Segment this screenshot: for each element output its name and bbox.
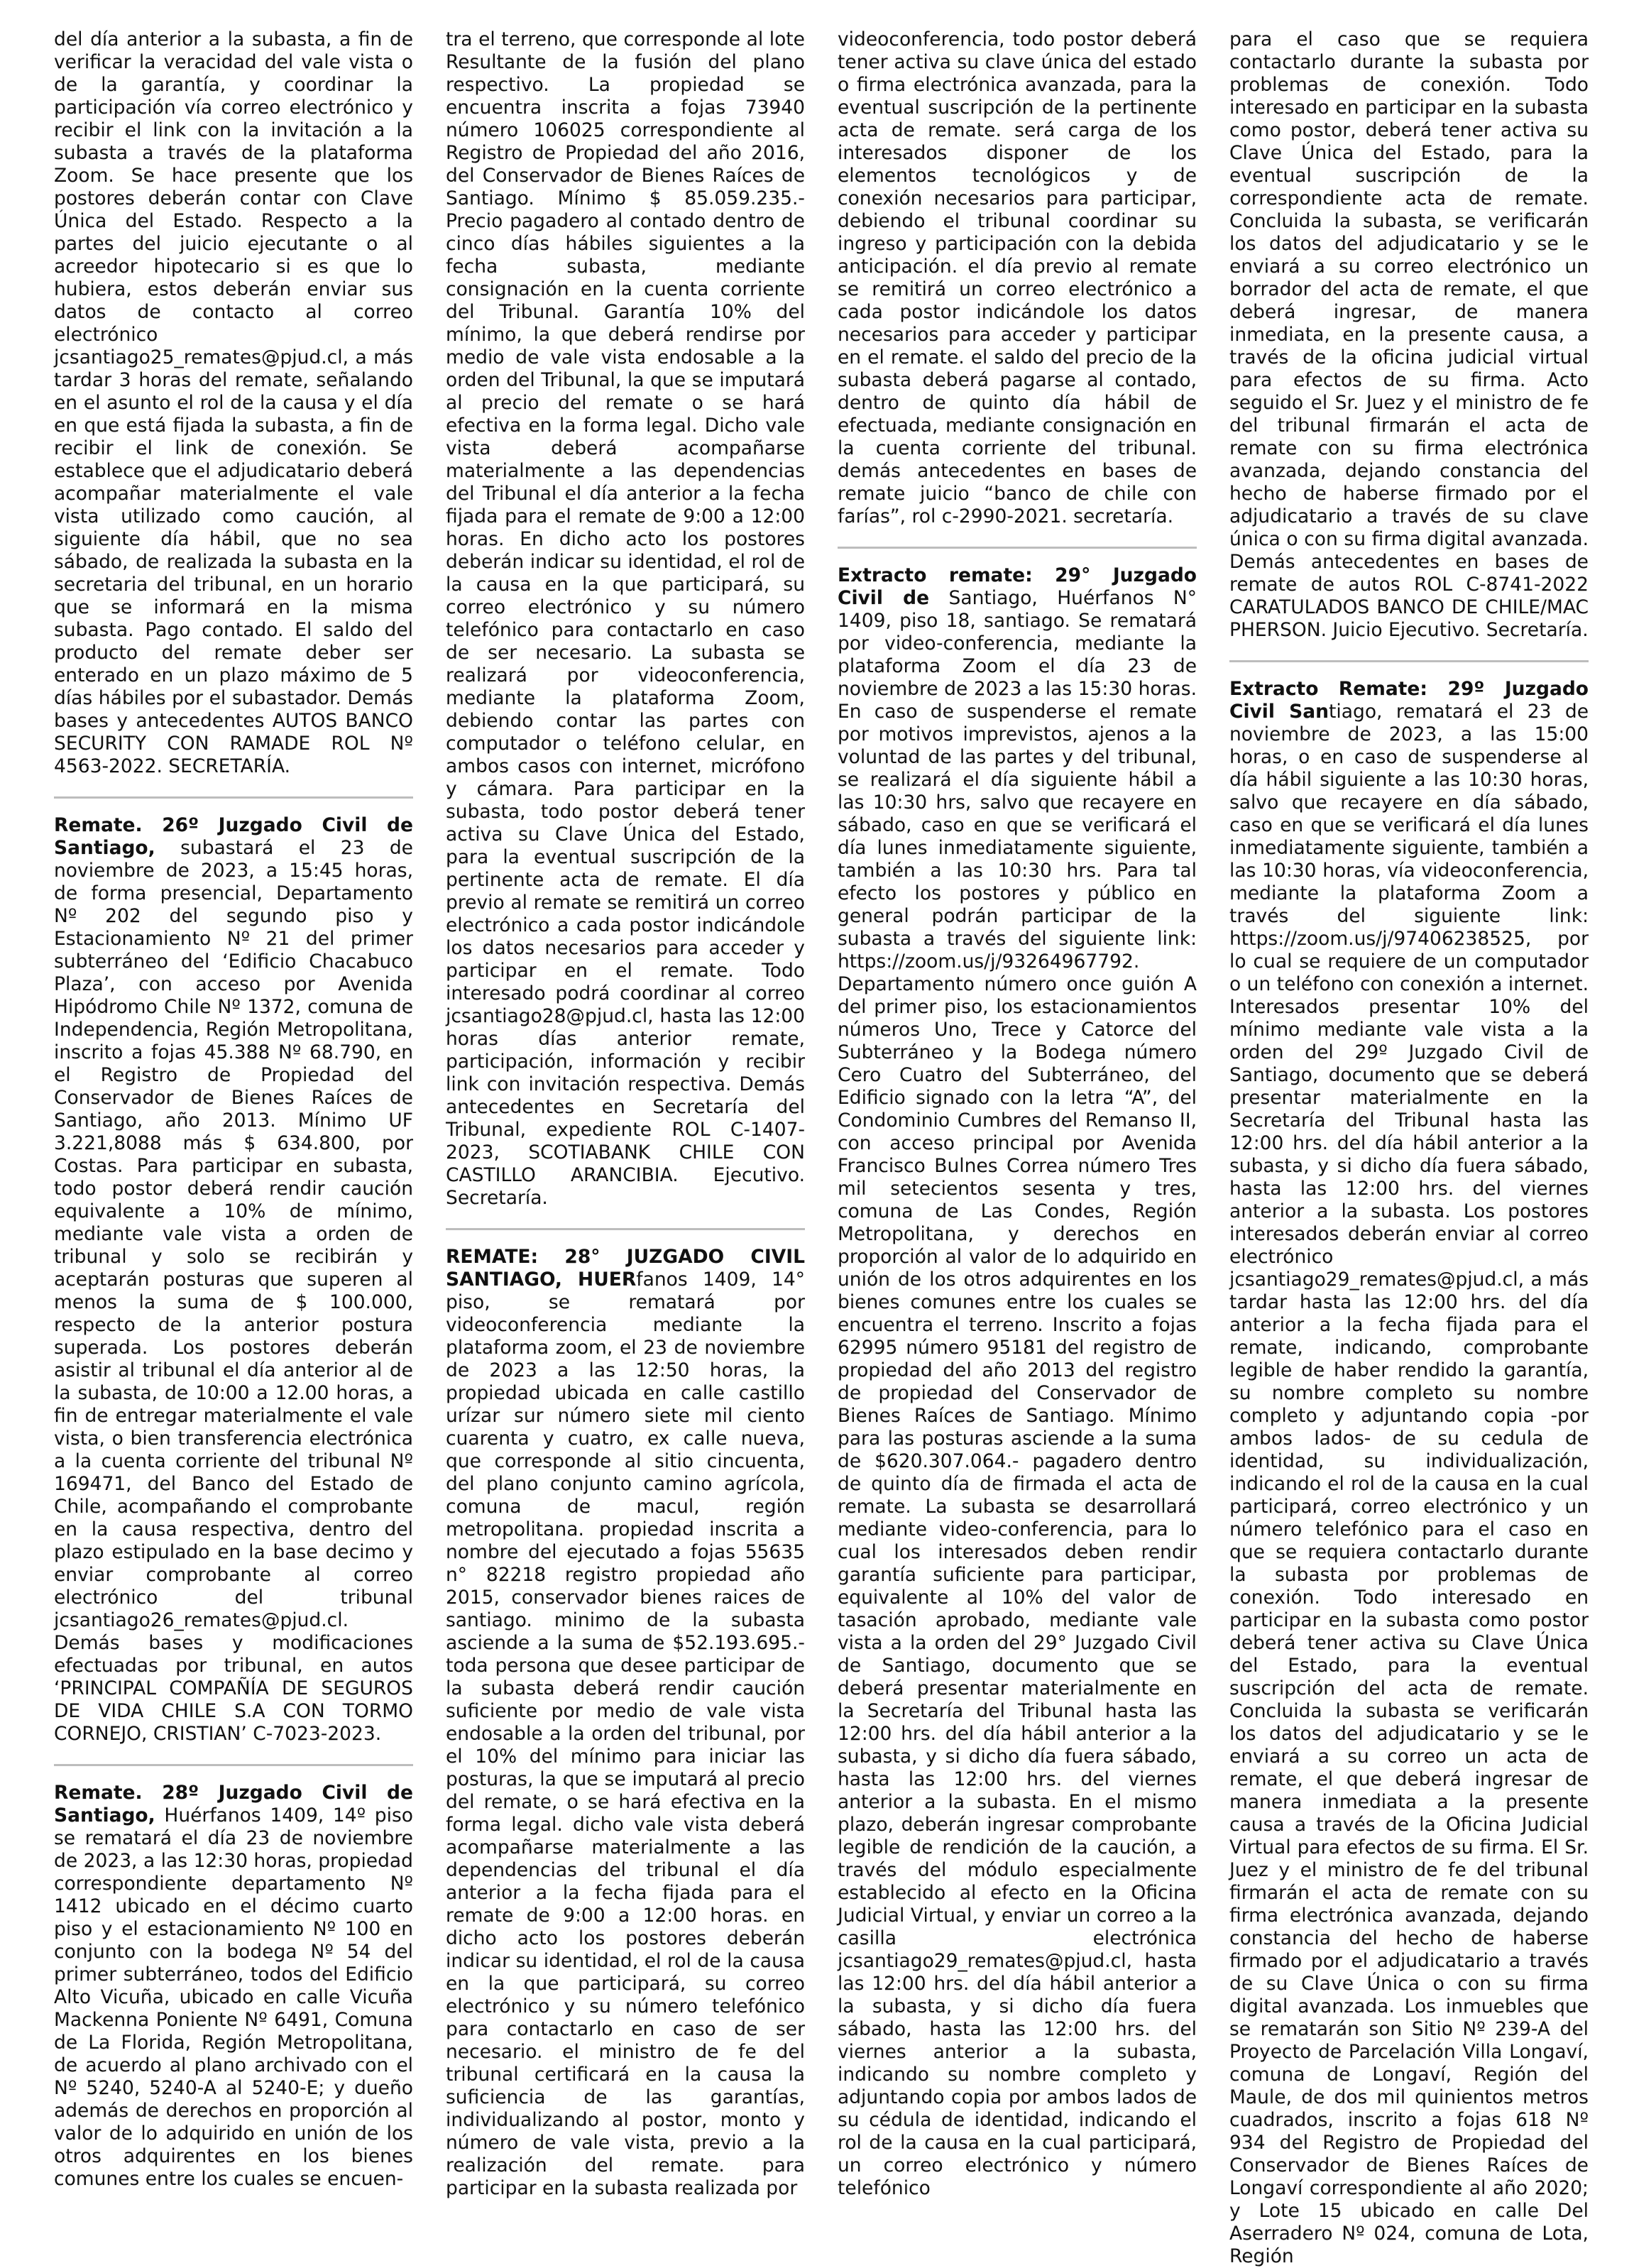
notice-extracto-remate-29-juzgado-civil: [1229, 678, 1589, 2268]
notice-body: subastará el 23 de noviembre de 2023, a 15:45 horas, de forma presencial, Departamento Nº 202 del segundo piso y Estacionamiento Nº 21 del primer subterráneo del ‘Edificio Chacabuco Plaza’, con acceso por Avenida Hipódromo Chile Nº 1372, comuna de Independencia, Región Metropolitana, inscrito a fojas 45.388 Nº 68.790, en el Registro de Propiedad del Conservador de Bienes Raíces de Santiago, año 2013. Mínimo UF 3.221,8088 más $ 634.800, por Costas. Para participar en subasta, todo postor deberá rendir caución equivalente a 10% de mínimo, mediante vale vista a orden de tribunal y solo se recibirán y aceptarán posturas que superen al menos la suma de $ 100.000, respecto de la anterior postura superada. Los postores deberán asistir al tribunal el día anterior al de la subasta, de 10:00 a 12.00 horas, a fin de entregar materialmente el vale vista, o bien transferencia electrónica a la cuenta corriente del tribunal Nº 169471, del Banco del Estado de Chile, acompañando el comprobante en la causa respectiva, dentro del plazo estipulado en la base decimo y enviar comprobante al correo electrónico del tribunal jcsantiago26_remates@pjud.cl. Demás bases y modificaciones efectuadas por tribunal, en autos ‘PRINCIPAL COMPAÑÍA DE SEGUROS DE VIDA CHILE S.A CON TORMO CORNEJO, CRISTIAN’ C-7023-2023.: [54, 837, 413, 1745]
notice-remate-26-juzgado: [54, 814, 413, 1746]
notice-heading: REMATE: 28° JUZGADO CIVIL SANTIAGO, HUER: [446, 1246, 805, 1291]
notice-body: fanos 1409, 14° piso, se rematará por videoconferencia mediante la plataforma zoom, el 23 de noviembre de 2023 a las 12:50 horas, la propiedad ubicada en calle castillo urízar sur número siete mil ciento cuarenta y cuatro, ex calle nueva, que corresponde al sitio cincuenta, del plano conjunto camino agrícola, comuna de macul, región metropolitana. propiedad inscrita a nombre del ejecutado a fojas 55635 n° 82218 registro propiedad año 2015, conservador bienes raices de santiago. minimo de la subasta asciende a la suma de $52.193.695.- toda persona que desee participar de la subasta deberá rendir caución suficiente por medio de vale vista endosable a la orden del tribunal, por el 10% del mínimo para iniciar las posturas, la que se imputará al precio del remate, o se hará efectiva en la forma legal. dicho vale vista deberá acompañarse materialmente a las dependencias del tribunal el día anterior a la fecha fijada para el remate de 9:00 a 12:00 horas. en dicho acto los postores deberán indicar su identidad, el rol de la causa en la que participará, su correo electrónico y su número telefónico para contactarlo en caso de ser necesario. el ministro de fe del tribunal certificará en la causa la suficiencia de las garantías, individualizando al postor, monto y número de vale vista, previo a la realización del remate. para participar en la subasta realizada por: [446, 1269, 805, 2199]
notice-divider: [1229, 660, 1589, 662]
notice-continuation: del día anterior a la subasta, a fin de verificar la veracidad del vale vista o de la garantía, y coordinar la participación vía correo electrónico y recibir el link con la invitación a la subasta a través de la plataforma Zoom. Se hace presente que los postores deberán contar con Clave Única del Estado. Respecto a la partes del juicio ejecutante o al acreedor hipotecario si es que lo hubiera, estos deberán enviar sus datos de contacto al correo electrónico jcsantiago25_remates@pjud.cl, a más tardar 3 horas del remate, señalando en el asunto el rol de la causa y el día en que está fijada la subasta, a fin de recibir el link de conexión. Se establece que el adjudicatario deberá acompañar materialmente el vale vista utilizado como caución, al siguiente día hábil, que no sea sábado, de realizada la subasta en la secretaria del tribunal, en un horario que se informará en la misma subasta. Pago contado. El saldo del producto del remate deber ser enterado en un plazo máximo de 5 días hábiles por el subastador. Demás bases y antecedentes AUTOS BANCO SECURITY CON RAMADE ROL Nº 4563-2022. SECRETARÍA.: [54, 28, 413, 777]
notice-continuation: tra el terreno, que corresponde al lote Resultante de la fusión del plano respectivo. La propiedad se encuentra inscrita a fojas 73940 número 106025 correspondiente al Registro de Propiedad del año 2016, del Conservador de Bienes Raíces de Santiago. Mínimo $ 85.059.235.- Precio pagadero al contado dentro de cinco días hábiles siguientes a la fecha subasta, mediante consignación en la cuenta corriente del Tribunal. Garantía 10% del mínimo, la que deberá rendirse por medio de vale vista endosable a la orden del Tribunal, la que se imputará al precio del remate o se hará efectiva en la forma legal. Dicho vale vista deberá acompañarse materialmente a las dependencias del Tribunal el día anterior a la fecha fijada para el remate de 9:00 a 12:00 horas. En dicho acto los postores deberán indicar su identidad, el rol de la causa en la que participará, su correo electrónico y su número telefónico para contactarlo en caso de ser necesario. La subasta se realizará por videoconferencia, mediante la plataforma Zoom, debiendo contar las partes con computador o teléfono celular, en ambos casos con internet, micrófono y cámara. Para participar en la subasta, todo postor deberá tener activa su Clave Única del Estado, para la eventual suscripción de la pertinente acta de remate. El día previo al remate se remitirá un correo electrónico a cada postor indicándole los datos necesarios para acceder y participar en el remate. Todo interesado podrá coordinar al correo jcsantiago28@pjud.cl, hasta las 12:00 horas días anterior remate, participación, información y recibir link con invitación respectiva. Demás antecedentes en Secretaría del Tribunal, expediente ROL C-1407-2023, SCOTIABANK CHILE CON CASTILLO ARANCIBIA. Ejecutivo. Secretaría.: [446, 28, 805, 1209]
notice-extracto-remate-29-juzgado: [838, 564, 1197, 2200]
notice-divider: [54, 796, 413, 799]
notice-heading: Remate. 26º Juzgado Civil de Santiago,: [54, 814, 413, 859]
notice-remate-28-juzgado: [54, 1782, 413, 2191]
notice-body: Santiago, Huérfanos N° 1409, piso 18, santiago. Se rematará por video-conferencia, mediante la plataforma Zoom el día 23 de noviembre de 2023 a las 15:30 horas. En caso de suspenderse el remate por motivos imprevistos, ajenos a la voluntad de las partes y del tribunal, se realizará el día siguiente hábil a las 10:30 hrs, salvo que recayere en sábado, caso en que se verificará el día lunes inmediatamente siguiente, también a las 10:30 hrs. Para tal efecto los postores y público en general podrán participar de la subasta a través del siguiente link: https://zoom.us/j/93264967792. Departamento número once guión A del primer piso, los estacionamientos números Uno, Trece y Catorce del Subterráneo y la Bodega número Cero Cuatro del Subterráneo, del Edificio signado con la letra “A”, del Condominio Cumbres del Remanso II, con acceso principal por Avenida Francisco Bulnes Correa número Tres mil setecientos sesenta y tres, comuna de Las Condes, Región Metropolitana, y derechos en proporción al valor de lo adquirido en unión de los otros adquirentes en los bienes comunes entre los cuales se encuentra el terreno. Inscrito a fojas 62995 número 95181 del registro de propiedad del año 2013 del registro de propiedad del Conservador de Bienes Raíces de Santiago. Mínimo para las posturas asciende a la suma de $620.307.064.- pagadero dentro de quinto día de firmada el acta de remate. La subasta se desarrollará mediante video-conferencia, para lo cual los interesados deben rendir garantía suficiente para participar, equivalente al 10% del valor de tasación aprobado, mediante vale vista a la orden del 29° Juzgado Civil de Santiago, documento que se deberá presentar materialmente en la Secretaría del Tribunal hasta las 12:00 hrs. del día hábil anterior a la subasta, y si dicho día fuera sábado, hasta las 12:00 hrs. del viernes anterior a la subasta. En el mismo plazo, deberán ingresar comprobante legible de rendición de la caución, a través del módulo especialmente establecido al efecto en la Oficina Judicial Virtual, y enviar un correo a la casilla electrónica jcsantiago29_remates@pjud.cl, hasta las 12:00 hrs. del día hábil anterior a la subasta, y si dicho día fuera sábado, hasta las 12:00 hrs. del viernes anterior a la subasta, indicando su nombre completo y adjuntando copia por ambos lados de su cédula de identidad, indicando el rol de la causa en la cual participará, un correo electrónico y número telefónico: [838, 587, 1197, 2199]
notice-divider: [446, 1228, 805, 1230]
column-2: [446, 28, 805, 2199]
notice-remate-28-juzgado-civil-santiago: [446, 1246, 805, 2200]
column-3: [838, 28, 1197, 2199]
notice-body: tiago, rematará el 23 de noviembre de 2023, a las 15:00 horas, o en caso de suspenderse al día hábil siguiente a las 10:30 horas, salvo que recayere en día sábado, caso en que se verificará el día lunes inmediatamente siguiente, también a las 10:30 horas, vía videoconferencia, mediante la plataforma Zoom a través del siguiente link: https://zoom.us/j/97406238525, por lo cual se requiere de un computador o un teléfono con conexión a internet. Interesados presentar 10% del mínimo mediante vale vista a la orden del 29º Juzgado Civil de Santiago, documento que se deberá presentar materialmente en la Secretaría del Tribunal hasta las 12:00 hrs. del día hábil anterior a la subasta, y si dicho día fuera sábado, hasta las 12:00 hrs. del viernes anterior a la subasta. Los postores interesados deberán enviar al correo electrónico jcsantiago29_remates@pjud.cl, a más tardar hasta las 12:00 hrs. del día anterior a la fecha fijada para el remate, indicando, comprobante legible de haber rendido la garantía, su nombre completo su nombre completo y adjuntando copia -por ambos lados- de su cedula de identidad, su individualización, indicando el rol de la causa en la cual participará, correo electrónico y un número telefónico para el caso en que se requiera contactarlo durante la subasta por problemas de conexión. Todo interesado en participar en la subasta como postor deberá tener activa su Clave Única del Estado, para la eventual suscripción del acta de remate. Concluida la subasta se verificarán los datos del adjudicatario y se le enviará a su correo un acta de remate, el que deberá ingresar de manera inmediata a la presente causa a través de la Oficina Judicial Virtual para efectos de su firma. El Sr. Juez y el ministro de fe del tribunal firmarán el acta de remate con su firma electrónica avanzada, dejando constancia del hecho de haberse firmado por el adjudicatario a través de su Clave Única o con su firma digital avanzada. Los inmuebles que se rematarán son Sitio Nº 239-A del Proyecto de Parcelación Villa Longaví, comuna de Longaví, Región del Maule, de dos mil quinientos metros cuadrados, inscrito a fojas 618 Nº 934 del Registro de Propiedad del Conservador de Bienes Raíces de Longaví correspondiente al año 2020; y Lote 15 ubicado en calle Del Aserradero Nº 024, comuna de Lota, Región: [1229, 701, 1589, 2267]
notice-heading: Extracto remate: 29° Juzgado Civil de: [838, 564, 1197, 609]
column-4: [1229, 28, 1589, 2267]
column-1: [54, 28, 413, 2190]
notice-heading: Extracto Remate: 29º Juzgado Civil San: [1229, 678, 1589, 723]
notice-heading: Remate. 28º Juzgado Civil de Santiago,: [54, 1782, 413, 1826]
notice-continuation: videoconferencia, todo postor deberá tener activa su clave única del estado o firma electrónica avanzada, para la eventual suscripción de la pertinente acta de remate. será carga de los interesados disponer de los elementos tecnológicos y de conexión necesarios para participar, debiendo el tribunal coordinar su ingreso y participación con la debida anticipación. el día previo al remate se remitirá un correo electrónico a cada postor indicándole los datos necesarios para acceder y participar en el remate. el saldo del precio de la subasta deberá pagarse al contado, dentro de quinto día hábil de efectuada, mediante consignación en la cuenta corriente del tribunal. demás antecedentes en bases de remate juicio “banco de chile con farías”, rol c-2990-2021. secretaría.: [838, 28, 1197, 527]
notice-divider: [838, 547, 1197, 549]
notice-body: Huérfanos 1409, 14º piso se rematará el día 23 de noviembre de 2023, a las 12:30 horas, propiedad correspondiente departamento Nº 1412 ubicado en el décimo cuarto piso y el estacionamiento Nº 100 en conjunto con la bodega Nº 54 del primer subterráneo, todos del Edificio Alto Vicuña, ubicado en calle Vicuña Mackenna Poniente Nº 6491, Comuna de La Florida, Región Metropolitana, de acuerdo al plano archivado con el Nº 5240, 5240-A al 5240-E; y dueño además de derechos en proporción al valor de lo adquirido en unión de los otros adquirentes en los bienes comunes entre los cuales se encuen-: [54, 1804, 413, 2190]
notice-continuation: para el caso que se requiera contactarlo durante la subasta por problemas de conexión. Todo interesado en participar en la subasta como postor, deberá tener activa su Clave Única del Estado, para la eventual suscripción de la correspondiente acta de remate. Concluida la subasta, se verificarán los datos del adjudicatario y se le enviará a su correo electrónico un borrador del acta de remate, el que deberá ingresar, de manera inmediata, en la presente causa, a través de la oficina judicial virtual para efectos de su firma. Acto seguido el Sr. Juez y el ministro de fe del tribunal firmarán el acta de remate con su firma electrónica avanzada, dejando constancia del hecho de haberse firmado por el adjudicatario a través de su clave única o con su firma digital avanzada. Demás antecedentes en bases de remate de autos ROL C-8741-2022 CARATULADOS BANCO DE CHILE/MAC PHERSON. Juicio Ejecutivo. Secretaría.: [1229, 28, 1589, 641]
notice-divider: [54, 1764, 413, 1766]
